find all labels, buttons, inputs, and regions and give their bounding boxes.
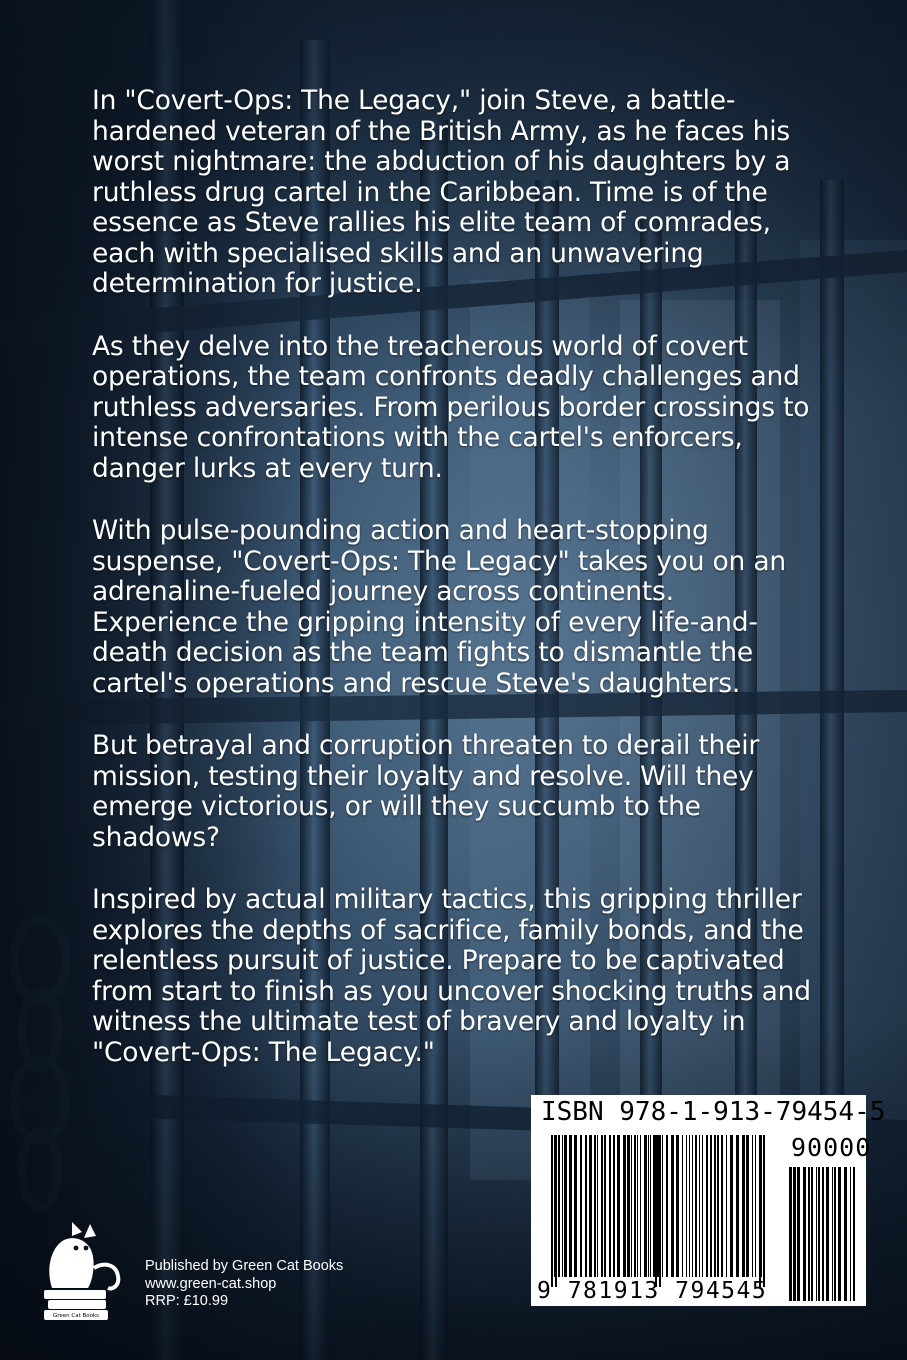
blurb-paragraph-4: But betrayal and corruption threaten to derail their mission, testing their loyalty and resolve. Will they emerge victorious, or will they succumb to the shadows? [92, 730, 760, 853]
barcode-bar [627, 1135, 630, 1277]
barcode-bar [702, 1135, 703, 1277]
barcode-guard-bar [555, 1135, 557, 1287]
barcode-bar [717, 1135, 719, 1277]
barcode-bar [644, 1135, 647, 1277]
barcode-bar [695, 1135, 697, 1277]
barcode-bar [789, 1167, 792, 1301]
barcode-bar [597, 1135, 598, 1277]
isbn-label: ISBN 978-1-913-79454-5 [541, 1097, 886, 1127]
barcode-bar [666, 1135, 668, 1277]
isbn-barcode [531, 1095, 886, 1306]
barcode-guard-bar [763, 1135, 765, 1287]
barcode-bar [755, 1135, 756, 1277]
barcode-bar [826, 1167, 829, 1301]
barcode-bar [609, 1135, 611, 1277]
barcode-bar [742, 1135, 745, 1277]
barcode-bar [803, 1167, 806, 1301]
barcode-bar [648, 1135, 649, 1277]
barcode-bar [838, 1167, 841, 1301]
barcode-bar [686, 1135, 687, 1277]
barcode-bar [650, 1135, 651, 1277]
barcode-bar [710, 1135, 712, 1277]
barcode-bar [634, 1135, 636, 1277]
barcode-bar [589, 1135, 592, 1277]
publisher-info [145, 1258, 343, 1311]
barcode-bar [558, 1135, 560, 1277]
published-by-text: Published by Green Cat Books [145, 1258, 344, 1274]
barcode-bar [562, 1135, 563, 1277]
barcode-bar [706, 1135, 708, 1277]
barcode-bar [797, 1167, 800, 1301]
barcode-bar [714, 1135, 716, 1277]
barcode-bar [692, 1135, 693, 1277]
barcode-bar [604, 1135, 606, 1277]
blurb-paragraph-5: Inspired by actual military tactics, this gripping thriller explores the depths of sacrifice, family bonds, and the relentless pursuit of justice. Prepare to be captivated from start to finish as you uncover shocking truths and witness the ultimate test of bravery and loyalty in "Covert-Ops: The Legacy." [92, 884, 811, 1068]
price-addon-code: 90000 [791, 1133, 872, 1162]
barcode-guard-bar [659, 1135, 661, 1287]
barcode-bar [574, 1135, 577, 1277]
barcode-bar [822, 1167, 824, 1301]
barcode-bar [662, 1135, 663, 1277]
barcode-bar [746, 1135, 749, 1277]
barcode-bar [585, 1135, 587, 1277]
green-cat-books-logo [42, 1218, 126, 1324]
barcode-bar [623, 1135, 626, 1277]
barcode-bar [752, 1135, 753, 1277]
barcode-bar [818, 1167, 820, 1301]
barcode-bar [844, 1167, 847, 1301]
barcode-bar [699, 1135, 700, 1277]
barcode-bar [617, 1135, 620, 1277]
barcode-bar [682, 1135, 683, 1277]
recommended-retail-price: RRP: £10.99 [145, 1293, 229, 1309]
barcode-guard-bar [655, 1135, 657, 1287]
barcode-guard-bar [759, 1135, 761, 1287]
barcode-guard-bar [551, 1135, 553, 1287]
barcode-bar [730, 1135, 733, 1277]
barcode-bar [811, 1167, 813, 1301]
barcode-bar [640, 1135, 641, 1277]
blurb-paragraph-3: With pulse-pounding action and heart-stopping suspense, "Covert-Ops: The Legacy" takes you on an adrenaline-fueled journey across continents. Experience the gripping intensity of every life-and- death decision as the team fights to dismantle the cartel's operations and rescue Steve's daughters. [92, 515, 786, 699]
blurb-paragraph-1: In "Covert-Ops: The Legacy," join Steve, a battle- hardened veteran of the British Army, as he faces his worst nightmare: the abduction of his daughters by a ruthless drug cartel in the Caribbean. Time is of the essence as Steve rallies his elite team of comrades, each with specialised skills and an unwavering determination for justice. [92, 85, 791, 299]
barcode-bar [834, 1167, 836, 1301]
barcode-bar [816, 1167, 817, 1301]
barcode-bar [569, 1135, 572, 1277]
barcode-bar [850, 1167, 851, 1301]
barcode-digits: 9 781913 794545 [537, 1278, 768, 1304]
barcode-bar [594, 1135, 596, 1277]
barcode-bar [689, 1135, 690, 1277]
barcode-bar [721, 1135, 723, 1277]
svg-text:Green Cat Books: Green Cat Books [52, 1313, 100, 1319]
back-cover-blurb [92, 86, 812, 1100]
barcode-bar [554, 1135, 555, 1277]
barcode-bar [736, 1135, 739, 1277]
barcode-bar [637, 1135, 638, 1277]
barcode-bar [613, 1135, 615, 1277]
barcode-bar [726, 1135, 727, 1277]
barcode-bar [853, 1167, 855, 1301]
barcode-bar [564, 1135, 567, 1277]
barcode-bar [657, 1135, 659, 1277]
blurb-paragraph-2: As they delve into the treacherous world of covert operations, the team confronts deadly challenges and ruthless adversaries. From perilous border crossings to intense confrontations with the cartel's enforcers, danger lurks at every turn. [92, 330, 810, 484]
barcode-bar [671, 1135, 674, 1277]
barcode-bar [793, 1167, 796, 1301]
publisher-website-link[interactable]: www.green-cat.shop [145, 1275, 277, 1292]
barcode-bar [808, 1167, 810, 1301]
barcode-bar [580, 1135, 582, 1277]
barcode-bar [601, 1135, 603, 1277]
barcode-bar [832, 1167, 833, 1301]
barcode-bar [676, 1135, 679, 1277]
barcode-bar [631, 1135, 632, 1277]
